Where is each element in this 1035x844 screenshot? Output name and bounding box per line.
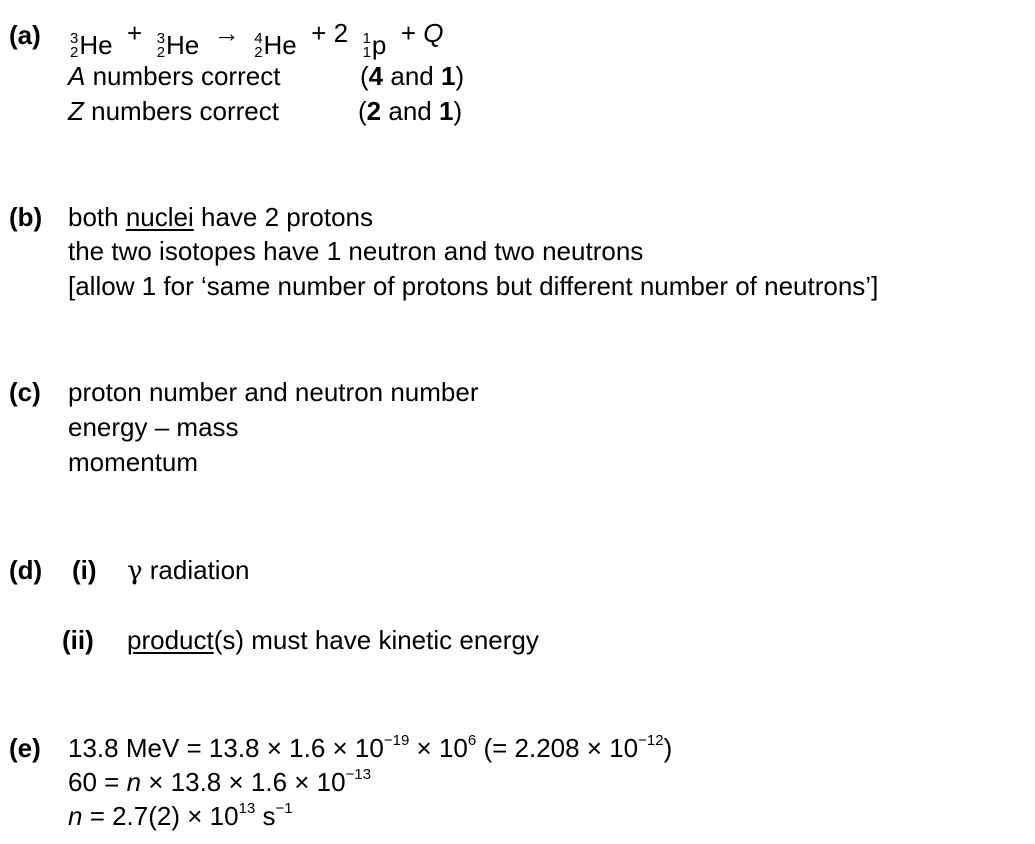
z-numbers-values: (2 and 1): [358, 96, 463, 126]
e-line-1: 13.8 MeV = $13.8 \times 1.6 \times 10^{-19} \times 10^6$ (= $2.208 \times 10^{-12}$): [68, 732, 673, 763]
a-numbers-line: A numbers correct: [68, 61, 281, 91]
d-i-label: (i): [72, 555, 97, 585]
b-line-3: [allow 1 for ‘same number of protons but different number of neutrons’]: [68, 271, 879, 301]
part-e-label: (e): [9, 733, 41, 763]
z-numbers-line: Z numbers correct: [68, 96, 279, 126]
c-line-3: momentum: [68, 447, 199, 477]
helium-4-nucleus: 4 2 He: [254, 30, 297, 61]
b-line-2: the two isotopes have 1 neutron and two neutrons: [68, 236, 644, 266]
helium-3-nucleus-1: 3 2 He: [70, 30, 113, 61]
b-line-1: both nuclei have 2 protons: [68, 202, 373, 232]
a-numbers-values: (4 and 1): [360, 61, 465, 91]
d-i-text: γ radiation: [127, 555, 250, 586]
helium-3-nucleus-2: 3 2 He: [156, 30, 200, 61]
nuclear-reaction-equation: [70, 20, 443, 59]
d-ii-label: (ii): [62, 625, 94, 655]
e-line-3: $n = 2.7(2) \times 10^{13}$ $s^{-1}$: [68, 800, 293, 831]
part-c-label: (c): [9, 377, 41, 407]
plus-sign: +: [400, 18, 417, 48]
proton-symbol: 1 1 p: [362, 30, 387, 61]
gamma-symbol: γ: [127, 556, 143, 586]
d-ii-text: product(s) must have kinetic energy: [127, 625, 539, 655]
part-a-label: (a): [9, 20, 41, 50]
part-d-label: (d): [9, 555, 43, 585]
part-b-label: (b): [9, 202, 43, 232]
energy-q: Q: [423, 18, 444, 48]
plus-sign: +: [127, 18, 143, 48]
e-line-2: $60 = n \times 13.8 \times 1.6 \times 10^{-13}$: [68, 766, 372, 797]
reaction-arrow: →: [213, 18, 240, 48]
plus-two: + 2: [311, 18, 349, 48]
c-line-1: proton number and neutron number: [68, 377, 479, 407]
c-line-2: energy – mass: [68, 412, 239, 442]
